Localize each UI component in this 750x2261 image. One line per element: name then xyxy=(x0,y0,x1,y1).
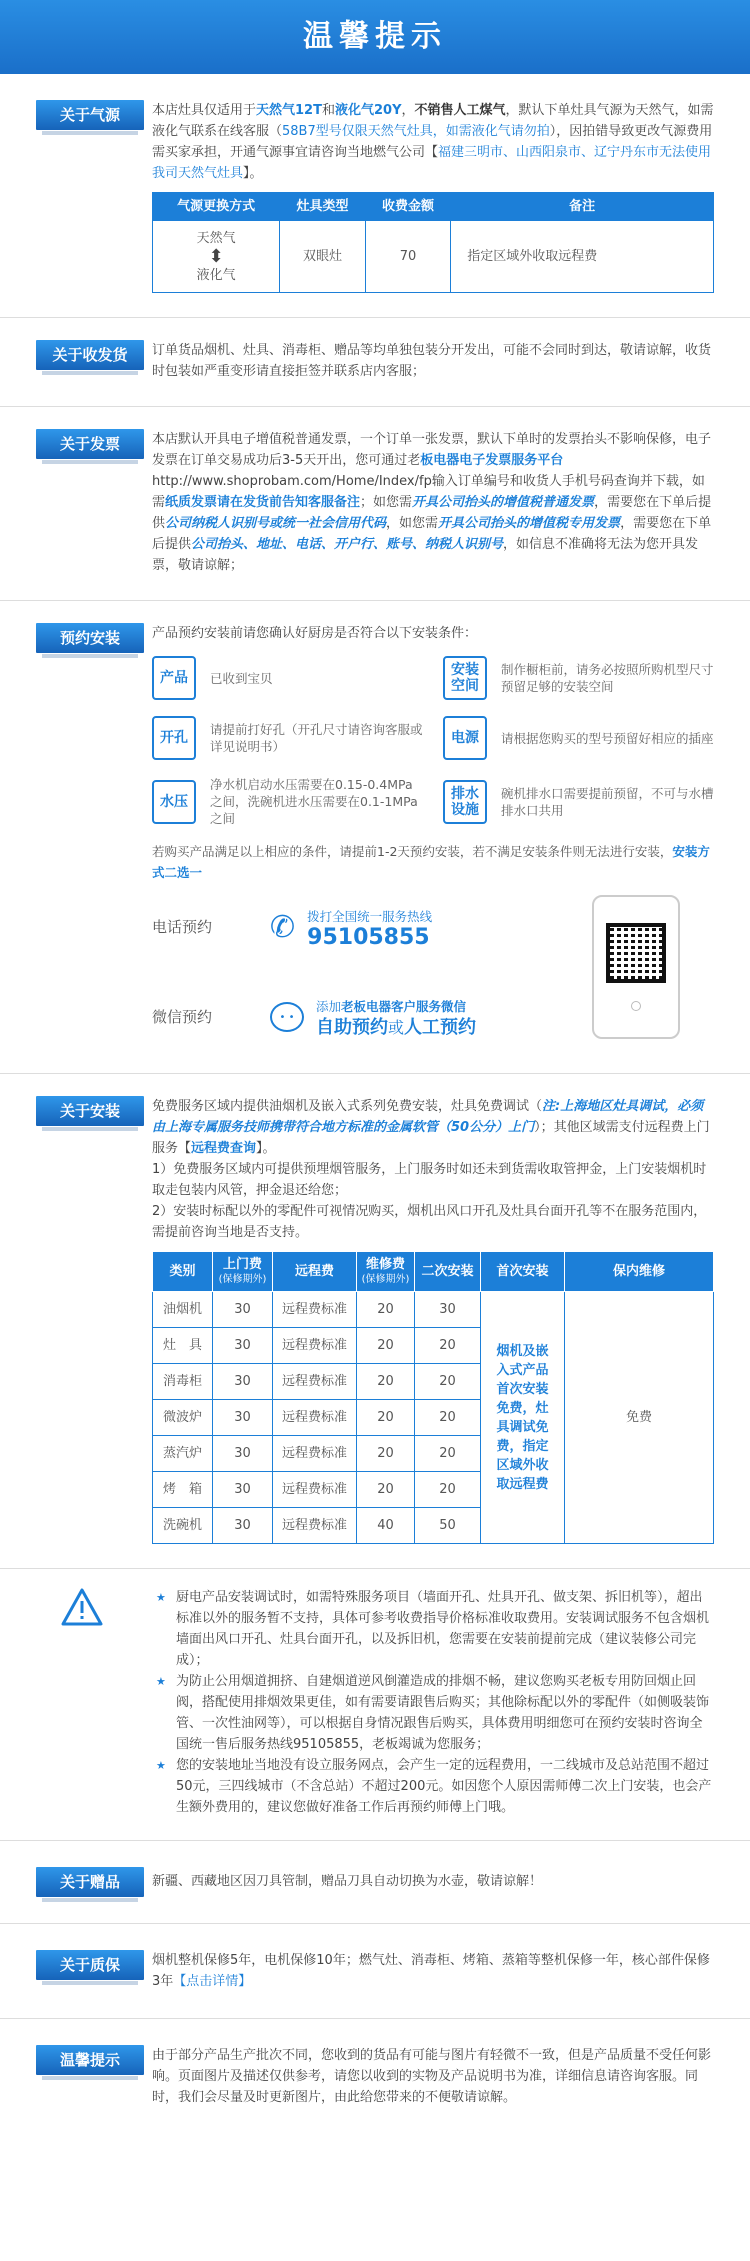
condition-product: 产品 已收到宝贝 xyxy=(152,656,423,700)
condition-space: 安装空间 制作橱柜前，请务必按照所购机型尺寸预留足够的安装空间 xyxy=(443,656,714,700)
invoice-label: 关于发票 xyxy=(36,429,144,459)
swap-arrow-icon: ⬍ xyxy=(208,245,224,267)
invoice-text: 本店默认开具电子增值税普通发票，一个订单一张发票，默认下单时的发票抬头不影响保修，电子发票在订单交易成功后3-5天开出，您可通过老板电器电子发票服务平台http://www.shoprobam.com/Home/Index/fp输入订单编号和收货人手机号码查询并下载，如需纸质发票请在发货前告知客服备注；如您需开具公司抬头的增值税普通发票，需要您在下单后提供公司纳税人识别号或统一社会信用代码，如您需开具公司抬头的增值税专用发票，需要您在下单后提供公司抬头、地址、电话、开户行、账号、纳税人识别号，如信息不准确将无法为您开具发票，敬请谅解； xyxy=(152,432,712,573)
section-delivery xyxy=(0,318,750,407)
quality-label: 关于质保 xyxy=(36,1950,144,1980)
power-icon: 电源 xyxy=(443,716,487,760)
product-icon: 产品 xyxy=(152,656,196,700)
install-p3: 2）安装时标配以外的零配件可视情况购买，烟机出风口开孔及灶具台面开孔等不在服务范围内，需提前咨询当地是否支持。 xyxy=(152,1204,707,1240)
banner-title: 温馨提示 xyxy=(0,0,750,74)
section-quality xyxy=(0,1924,750,2019)
tips-text: 由于部分产品生产批次不同，您收到的货品有可能与图片有轻微不一致，但是产品质量不受任何影响。页面图片及描述仅供参考，请您以收到的实物及产品说明书为准，详细信息请咨询客服。同时，我们会尽量及时更新图片，由此给您带来的不便敬请谅解。 xyxy=(152,2048,712,2105)
install-notes xyxy=(0,1569,750,1841)
table-row: 灶 具 30 远程费标准 20 20 xyxy=(153,1328,714,1364)
gas-type-cell: 双眼灶 xyxy=(280,221,365,293)
condition-power: 电源 请根据您购买的型号预留好相应的插座 xyxy=(443,716,714,760)
condition-pressure: 水压 净水机启动水压需要在0.15-0.4MPa之间，洗碗机进水压需要在0.1-1MPa之间 xyxy=(152,776,423,827)
install-table xyxy=(152,1251,714,1544)
install-p2: 1）免费服务区域内可提供预埋烟管服务，上门服务时如还未到货需收取管押金，上门安装烟机时取走包装内风管，押金退还给您； xyxy=(152,1162,707,1198)
phone-icon: ✆ xyxy=(270,909,296,945)
install-note-3: ★ 您的安装地址当地没有设立服务网点，会产生一定的远程费用，一二线城市及总站范围不超过50元，三四线城市（不含总站）不超过200元。如因您个人原因需师傅二次上门安装，也会产生额外费用的，建议您做好准备工作后再预约师傅上门哦。 xyxy=(152,1755,714,1818)
booking-note: 若购买产品满足以上相应的条件，请提前1-2天预约安装，若不满足安装条件则无法进行安装，安装方式二选一 xyxy=(152,844,710,880)
table-row: 油烟机 30 远程费标准 20 30 烟机及嵌入式产品首次安装免费，灶具调试免费，指定区域外收取远程费 免费 xyxy=(153,1292,714,1328)
install-th-remote: 远程费 xyxy=(273,1252,357,1292)
phone-number: 95105855 xyxy=(307,925,430,950)
table-row: 消毒柜 30 远程费标准 20 20 xyxy=(153,1364,714,1400)
install-th-second: 二次安装 xyxy=(415,1252,481,1292)
phone-qr-mockup xyxy=(592,895,680,1039)
tips-label: 温馨提示 xyxy=(36,2045,144,2075)
phone-hint: 拨打全国统一服务热线 xyxy=(307,909,433,924)
space-icon: 安装空间 xyxy=(443,656,487,700)
booking-label: 预约安装 xyxy=(36,623,144,653)
gas-th-remark: 备注 xyxy=(451,193,714,221)
wechat-hint: 添加老板电器客户服务微信 xyxy=(316,999,467,1014)
install-th-visit: 上门费 (保修期外) xyxy=(213,1252,273,1292)
table-row: 洗碗机 30 远程费标准 40 50 xyxy=(153,1508,714,1544)
gift-label: 关于赠品 xyxy=(36,1867,144,1897)
phone-booking[interactable] xyxy=(152,895,592,959)
drain-icon: 排水设施 xyxy=(443,780,487,824)
gas-text: 本店灶具仅适用于天然气12T和液化气20Y，不销售人工煤气，默认下单灶具气源为天然气，如需液化气联系在线客服（58B7型号仅限天然气灶具，如需液化气请勿拍），因拍错导致更改气源费用需买家承担，开通气源事宜请咨询当地燃气公司【福建三明市、山西阳泉市、辽宁丹东市无法使用我司天然气灶具】。 xyxy=(152,103,714,181)
hole-icon: 开孔 xyxy=(152,716,196,760)
delivery-label: 关于收发货 xyxy=(36,340,144,370)
install-note-2: ★ 为防止公用烟道拥挤、自建烟道逆风倒灌造成的排烟不畅，建议您购买老板专用防回烟止回阀，搭配使用排烟效果更佳，如有需要请跟售后购买；其他除标配以外的零配件（如侧吸装饰管、一次性油网等），可以根据自身情况跟售后购买，具体费用明细您可在预约安装时咨询全国统一售后服务热线95105855，老板竭诚为您服务； xyxy=(152,1671,714,1755)
install-th-first: 首次安装 xyxy=(481,1252,565,1292)
gas-table xyxy=(152,192,714,293)
warranty-cell: 免费 xyxy=(565,1292,714,1544)
table-row: 蒸汽炉 30 远程费标准 20 20 xyxy=(153,1436,714,1472)
condition-drain: 排水设施 碗机排水口需要提前预留，不可与水槽排水口共用 xyxy=(443,776,714,827)
gas-th-method: 气源更换方式 xyxy=(153,193,280,221)
table-row: 烤 箱 30 远程费标准 20 20 xyxy=(153,1472,714,1508)
section-booking xyxy=(0,601,750,1074)
booking-intro: 产品预约安装前请您确认好厨房是否符合以下安装条件： xyxy=(152,626,478,641)
booking-methods xyxy=(152,895,714,1049)
section-tips xyxy=(0,2019,750,2132)
gas-amount-cell: 70 xyxy=(365,221,450,293)
quality-detail-link[interactable]: 【点击详情】 xyxy=(173,1974,252,1989)
first-install-cell: 烟机及嵌入式产品首次安装免费，灶具调试免费，指定区域外收取远程费 xyxy=(481,1292,565,1544)
section-install xyxy=(0,1074,750,1569)
qr-code-icon xyxy=(606,923,666,983)
gas-remark-cell: 指定区域外收取远程费 xyxy=(451,221,714,293)
wechat-big: 自助预约或人工预约 xyxy=(316,1017,477,1038)
gas-th-type: 灶具类型 xyxy=(280,193,365,221)
section-gas xyxy=(0,74,750,318)
wechat-icon: • • xyxy=(270,1002,304,1032)
install-th-warranty: 保内维修 xyxy=(565,1252,714,1292)
wechat-booking[interactable] xyxy=(152,985,592,1049)
install-note-1: ★ 厨电产品安装调试时，如需特殊服务项目（墙面开孔、灶具开孔、做支架、拆旧机等），超出标准以外的服务暂不支持，具体可参考收费指导价格标准收取费用。安装调试服务不包含烟机墙面出风口开孔、灶具台面开孔，以及拆旧机，您需要在安装前提前完成（建议装修公司完成）； xyxy=(152,1587,714,1671)
install-th-repair: 维修费 (保修期外) xyxy=(357,1252,415,1292)
table-row: 微波炉 30 远程费标准 20 20 xyxy=(153,1400,714,1436)
warning-icon xyxy=(60,1587,152,1818)
install-th-category: 类别 xyxy=(153,1252,213,1292)
gas-th-amount: 收费金额 xyxy=(365,193,450,221)
condition-grid xyxy=(152,656,714,827)
phone-booking-label: 电话预约 xyxy=(152,917,213,936)
gas-method-cell: 天然气 ⬍ 液化气 xyxy=(153,221,280,293)
gift-text: 新疆、西藏地区因刀具管制，赠品刀具自动切换为水壶，敬请谅解！ xyxy=(152,1874,543,1889)
section-gift xyxy=(0,1841,750,1924)
gas-label: 关于气源 xyxy=(36,100,144,130)
install-p1: 免费服务区域内提供油烟机及嵌入式系列免费安装，灶具免费调试（注:上海地区灶具调试，必须由上海专属服务技师携带符合地方标准的金属软管（50公分）上门）；其他区域需支付远程费上门服务【远程费查询】。 xyxy=(152,1099,710,1156)
quality-text: 烟机整机保修5年，电机保修10年；燃气灶、消毒柜、烤箱、蒸箱等整机保修一年，核心部件保修3年【点击详情】 xyxy=(152,1953,710,1989)
section-invoice xyxy=(0,407,750,601)
condition-hole: 开孔 请提前打好孔（开孔尺寸请咨询客服或详见说明书） xyxy=(152,716,423,760)
delivery-text: 订单货品烟机、灶具、消毒柜、赠品等均单独包装分开发出，可能不会同时到达，敬请谅解，收货时包装如严重变形请直接拒签并联系店内客服； xyxy=(152,343,712,379)
wechat-booking-label: 微信预约 xyxy=(152,1007,213,1026)
install-label: 关于安装 xyxy=(36,1096,144,1126)
pressure-icon: 水压 xyxy=(152,780,196,824)
